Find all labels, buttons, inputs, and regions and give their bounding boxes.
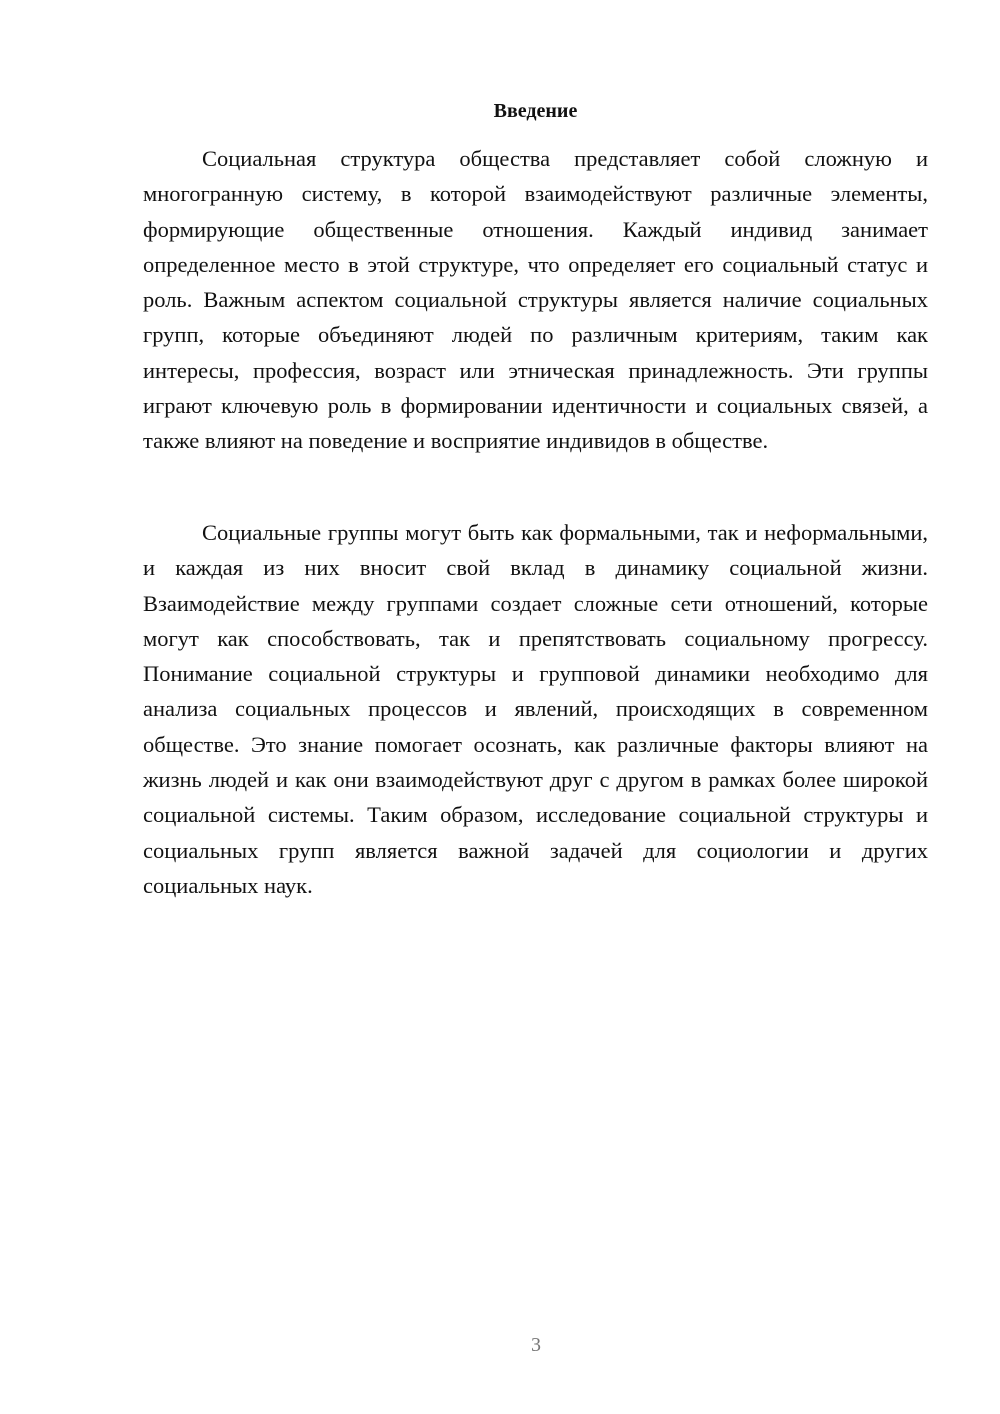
paragraph-1: Социальная структура общества представляет собой сложную и многогранную систему, в которой взаимодействуют различные элементы, формирующие общественные отношения. Каждый индивид занимает определенное место в этой структуре, что определяет его социальный статус и роль. Важным аспектом социальной структуры является наличие социальных групп, которые объединяют людей по различным критериям, таким как интересы, профессия, возраст или этническая принадлежность. Эти группы играют ключевую роль в формировании идентичности и социальных связей, а также влияют на поведение и восприятие индивидов в обществе. [143,146,928,454]
page-number: 3 [531,1334,541,1356]
section-title: Введение [493,100,578,122]
paragraph-2: Социальные группы могут быть как формальными, так и неформальными, и каждая из них вносит свой вклад в динамику социальной жизни. Взаимодействие между группами создает сложные сети отношений, которые могут как способствовать, так и препятствовать социальному прогрессу. Понимание социальной структуры и групповой динамики необходимо для анализа социальных процессов и явлений, происходящих в современном обществе. Это знание помогает осознать, как различные факторы влияют на жизнь людей и как они взаимодействуют друг с другом в рамках более широкой социальной системы. Таким образом, исследование социальной структуры и социальных групп является важной задачей для социологии и других социальных наук. [143,520,928,898]
